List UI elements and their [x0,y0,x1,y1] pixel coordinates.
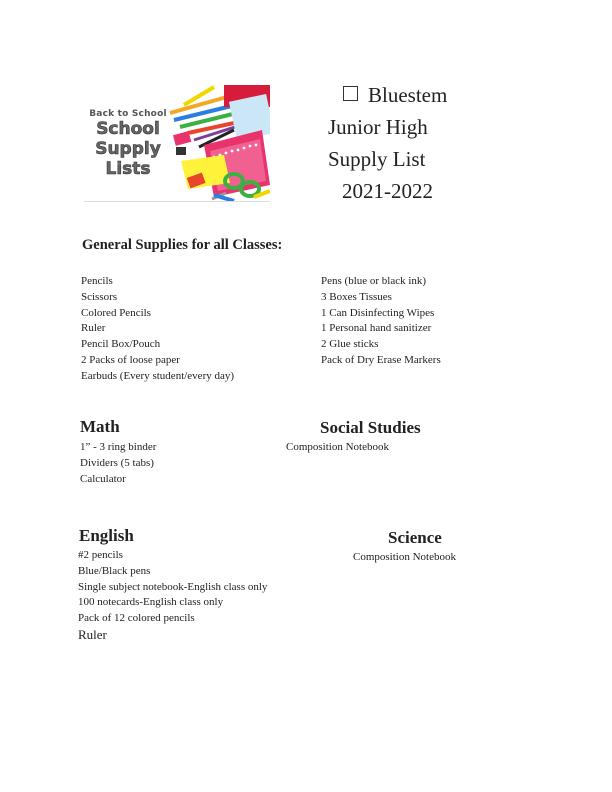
list-item: 2 Packs of loose paper [81,353,180,366]
math-heading: Math [80,417,120,436]
banner-line-2: School [96,119,160,139]
banner-line-1: Back to School [89,109,167,119]
list-item: 2 Glue sticks [321,338,379,351]
social-studies-heading: Social Studies [320,418,421,437]
social-studies-list [286,440,389,456]
banner-title [88,109,168,179]
general-supplies-heading: General Supplies for all Classes: [82,237,283,253]
list-item: Composition Notebook [286,441,389,453]
list-item: 100 notecards-English class only [78,596,224,609]
general-supplies-left-list [81,274,234,385]
checkbox-icon [343,86,358,101]
list-item: Colored Pencils [81,306,151,319]
list-item: Pack of Dry Erase Markers [321,353,441,366]
english-list [78,548,267,643]
list-item: 1 Can Disinfecting Wipes [321,306,435,319]
general-supplies-right-list [321,274,441,369]
school-year: 2021-2022 [342,179,433,203]
back-to-school-banner [84,85,270,202]
list-item: 3 Boxes Tissues [321,290,392,303]
list-item: Scissors [81,290,118,303]
title-line-3: Supply List [328,147,426,171]
banner-line-4: Lists [105,159,151,179]
school-name: Bluestem [368,83,448,107]
list-item: Composition Notebook [353,551,456,563]
list-item: Calculator [80,472,126,485]
science-heading: Science [388,528,442,547]
list-item: Pens (blue or black ink) [321,275,427,287]
math-list [80,440,156,487]
english-heading: English [79,526,134,545]
science-list [353,550,456,566]
list-item: Blue/Black pens [78,564,151,577]
list-item: Ruler [81,322,106,335]
list-item: Pencils [81,275,113,287]
title-line-2: Junior High [328,115,428,139]
list-item: Dividers (5 tabs) [80,456,154,469]
list-item: Single subject notebook-English class only [78,580,268,593]
list-item: Ruler [78,626,107,642]
banner-line-3: Supply [95,139,161,159]
list-item: 1” - 3 ring binder [80,441,157,453]
title-line-1 [343,83,447,108]
list-item: Pack of 12 colored pencils [78,612,195,625]
list-item: 1 Personal hand sanitizer [321,322,432,335]
list-item: Earbuds (Every student/every day) [81,369,235,382]
list-item: Pencil Box/Pouch [81,338,161,351]
list-item: #2 pencils [78,549,123,561]
